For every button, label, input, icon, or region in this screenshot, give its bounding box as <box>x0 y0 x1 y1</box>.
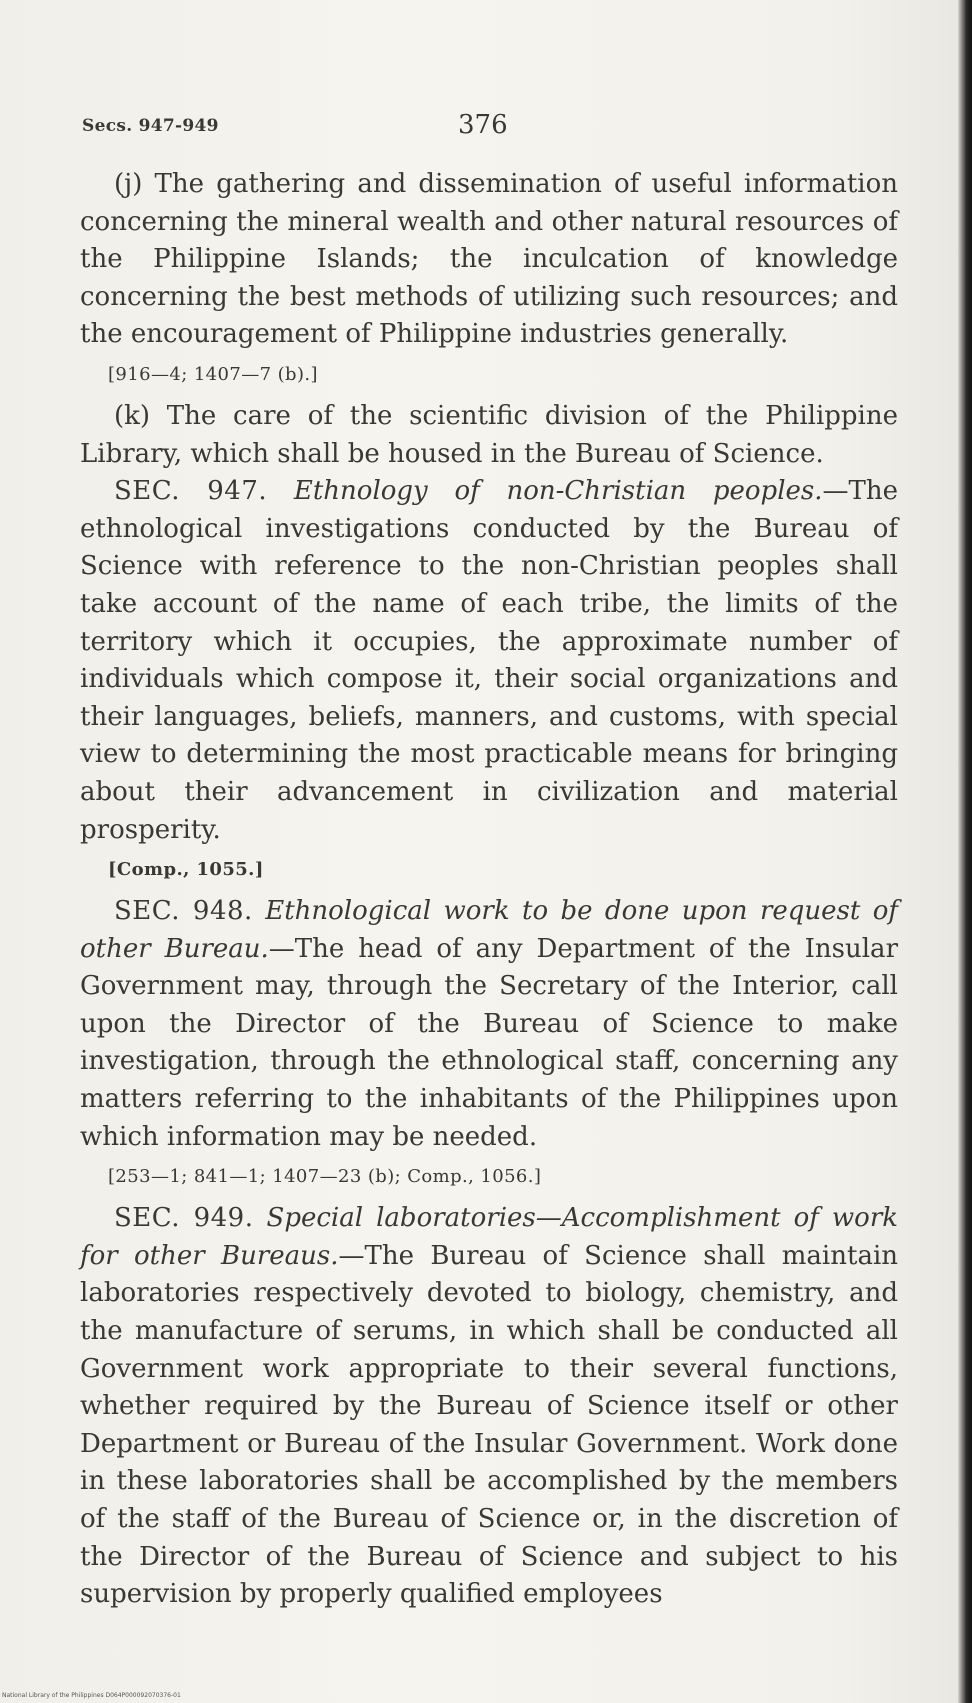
paragraph-k: (k) The care of the scientific division of the Philippine Library, which shall be housed in the Bureau of Science. <box>80 400 898 469</box>
citation-note-947: [Comp., 1055.] <box>108 859 264 881</box>
page-number: 376 <box>458 110 508 140</box>
section-947-heading: Ethnology of non-Christian peoples. <box>293 476 823 507</box>
scan-source-tag: National Library of the Philippines D064P000092070376-01 <box>2 1692 181 1699</box>
scan-edge-shadow <box>958 0 972 1703</box>
section-948-heading: Ethnological work to be done upon request of other Bureau. <box>80 896 899 964</box>
citation-note-j: [916—4; 1407—7 (b).] <box>108 363 318 385</box>
citation-note-948: [253—1; 841—1; 1407—23 (b); Comp., 1056.] <box>108 1166 542 1188</box>
section-949-text: —The Bureau of Science shall maintain laboratories respectively devoted to biology, chemistry, and the manufacture of serums, in which shall be conducted all Government work appropriate to their several functions, whether required by the Bureau of Science itself or other Department or Bureau of the Insular Government. Work done in these laboratories shall be accomplished by the members of the staff of the Bureau of Science or, in the discretion of the Director of the Bureau of Science and subject to his supervision by properly qualified employees <box>80 1240 898 1610</box>
paragraph-j: (j) The gathering and dissemination of useful information concerning the mineral wealth and other natural resources of the Philippine Islands; the inculcation of knowledge concerning the best methods of utilizing such resources; and the encouragement of Philippine industries generally. <box>80 169 898 350</box>
document-body <box>80 166 898 1614</box>
section-949-label: SEC. 949. <box>114 1203 254 1234</box>
section-947-label: SEC. 947. <box>114 476 268 507</box>
section-947-text: —The ethnological investigations conducted by the Bureau of Science with reference to the non-Christian peoples shall take account of the name of each tribe, the limits of the territory which it occupies, the approximate number of individuals which compose it, their social organizations and their languages, beliefs, manners, and customs, with special view to determining the most practicable means for bringing about their advancement in civilization and material prosperity. <box>80 476 898 845</box>
section-949 <box>80 1200 898 1614</box>
section-948-label: SEC. 948. <box>114 896 253 927</box>
section-948 <box>80 893 898 1156</box>
section-948-text: —The head of any Department of the Insular Government may, through the Secretary of the Interior, call upon the Director of the Bureau of Science to make investigation, through the ethnological staff, concerning any matters referring to the inhabitants of the Philippines upon which information may be needed. <box>80 933 898 1152</box>
section-947 <box>80 473 898 849</box>
section-range: Secs. 947-949 <box>82 116 219 136</box>
section-949-heading: Special laboratories—Accomplishment of work for other Bureaus. <box>80 1203 899 1271</box>
page-header <box>82 110 892 142</box>
